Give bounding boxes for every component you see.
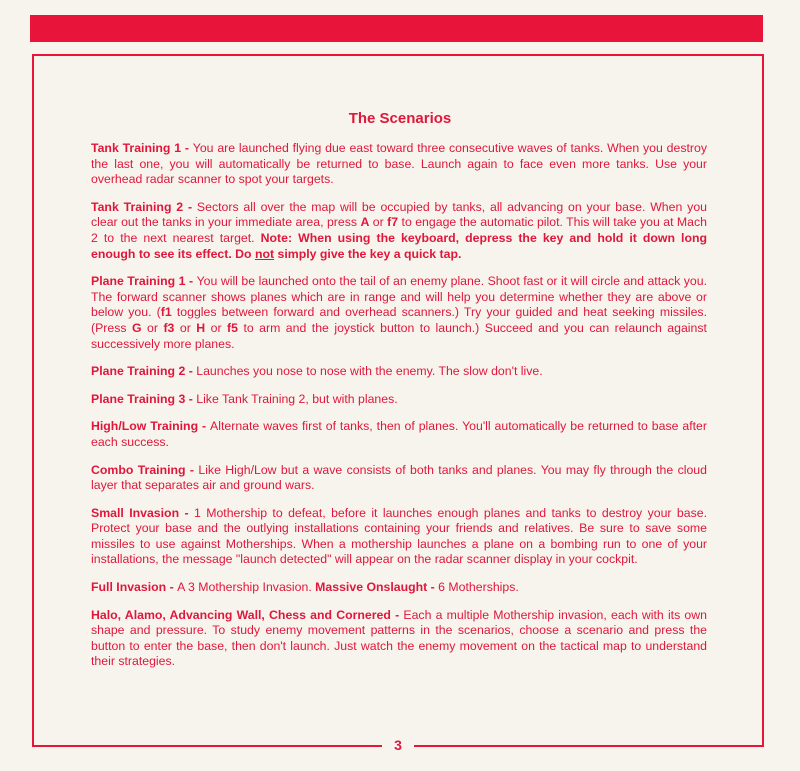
top-color-bar — [30, 15, 763, 42]
key-f7: f7 — [387, 215, 399, 230]
bottom-rule-left — [32, 745, 382, 747]
paragraph-halo-alamo: Halo, Alamo, Advancing Wall, Chess and Cornered - Each a multiple Mothership invasion, each with its own shape and pressure. To study enemy movement patterns in the scenarios, choose a scenario and press the button to enter the base, then don't launch. Just watch the enemy movement on the tactical map to understand their strategies. — [91, 607, 707, 669]
bottom-rule-right — [414, 745, 764, 747]
heading-plane-training-1: Plane Training 1 - — [91, 274, 197, 289]
paragraph-tank-training-1: Tank Training 1 - You are launched flying due east toward three consecutive waves of tanks. When you destroy the last one, you will automatically be returned to base. Launch again to face even more tanks. Use your overhead radar scanner to spot your targets. — [91, 141, 707, 187]
paragraph-plane-training-1: Plane Training 1 - You will be launched onto the tail of an enemy plane. Shoot fast or it will circle and attack you. The forward scanner shows planes which are in range and will help you determine whether they are above or below you. (f1 toggles between forward and overhead scanners.) Try your guided and heat seeking missiles. (Press G or f3 or H or f5 to arm and the joystick button to launch.) Succeed and you can relaunch against successively more planes. — [91, 274, 707, 351]
page-title: The Scenarios — [348, 110, 452, 127]
heading-high-low-training: High/Low Training - — [91, 419, 211, 434]
key-h: H — [196, 320, 206, 335]
key-g: G — [132, 320, 142, 335]
paragraph-plane-training-3: Plane Training 3 - Like Tank Training 2, but with planes. — [91, 391, 398, 406]
key-f5: f5 — [227, 320, 238, 335]
heading-small-invasion: Small Invasion - — [91, 505, 194, 520]
paragraph-tank-training-2: Tank Training 2 - Sectors all over the map will be occupied by tanks, all advancing on your base. When you clear out the tanks in your immediate area, press A or f7 to engage the automatic pilot. This will take you at Mach 2 to the next nearest target. Note: When using the keyboard, depress the key and hold it down long enough to see its effect. Do not simply give the key a quick tap. — [91, 199, 708, 261]
heading-tank-training-1: Tank Training 1 - — [91, 141, 193, 155]
paragraph-full-invasion: Full Invasion - A 3 Mothership Invasion. Massive Onslaught - 6 Motherships. — [91, 580, 519, 595]
keyboard-note: Note: When using the keyboard, depress the key and hold it down long enough to see its effect. Do — [91, 230, 708, 261]
heading-massive-onslaught: Massive Onslaught - — [315, 580, 439, 595]
key-a: A — [360, 215, 370, 230]
scenarios-content — [91, 141, 707, 682]
paragraph-combo-training: Combo Training - Like High/Low but a wave consists of both tanks and planes. You may fly through the cloud layer that separates air and ground wars. — [91, 462, 707, 493]
heading-halo-alamo: Halo, Alamo, Advancing Wall, Chess and Cornered - — [91, 607, 404, 622]
page-number: 3 — [394, 737, 402, 753]
heading-tank-training-2: Tank Training 2 - — [91, 199, 197, 214]
heading-plane-training-3: Plane Training 3 - — [91, 391, 197, 406]
key-f3: f3 — [163, 320, 175, 335]
key-f1: f1 — [160, 305, 172, 320]
paragraph-small-invasion: Small Invasion - 1 Mothership to defeat, before it launches enough planes and tanks to destroy your base. Protect your base and the outlying installations containing your friends and relatives. Be sure to save some missiles to use against Motherships. When a mothership launches a plane on a bombing run to one of your installations, the message "launch detected" will appear on the radar scanner display in your cockpit. — [91, 505, 707, 567]
heading-combo-training: Combo Training - — [91, 462, 199, 477]
heading-plane-training-2: Plane Training 2 - — [91, 364, 197, 379]
note-emphasis-not: not — [254, 246, 275, 261]
paragraph-high-low-training: High/Low Training - Alternate waves first of tanks, then of planes. You'll automatically be returned to base after each success. — [91, 419, 707, 449]
paragraph-plane-training-2: Plane Training 2 - Launches you nose to nose with the enemy. The slow don't live. — [91, 364, 543, 379]
heading-full-invasion: Full Invasion - — [91, 580, 178, 595]
